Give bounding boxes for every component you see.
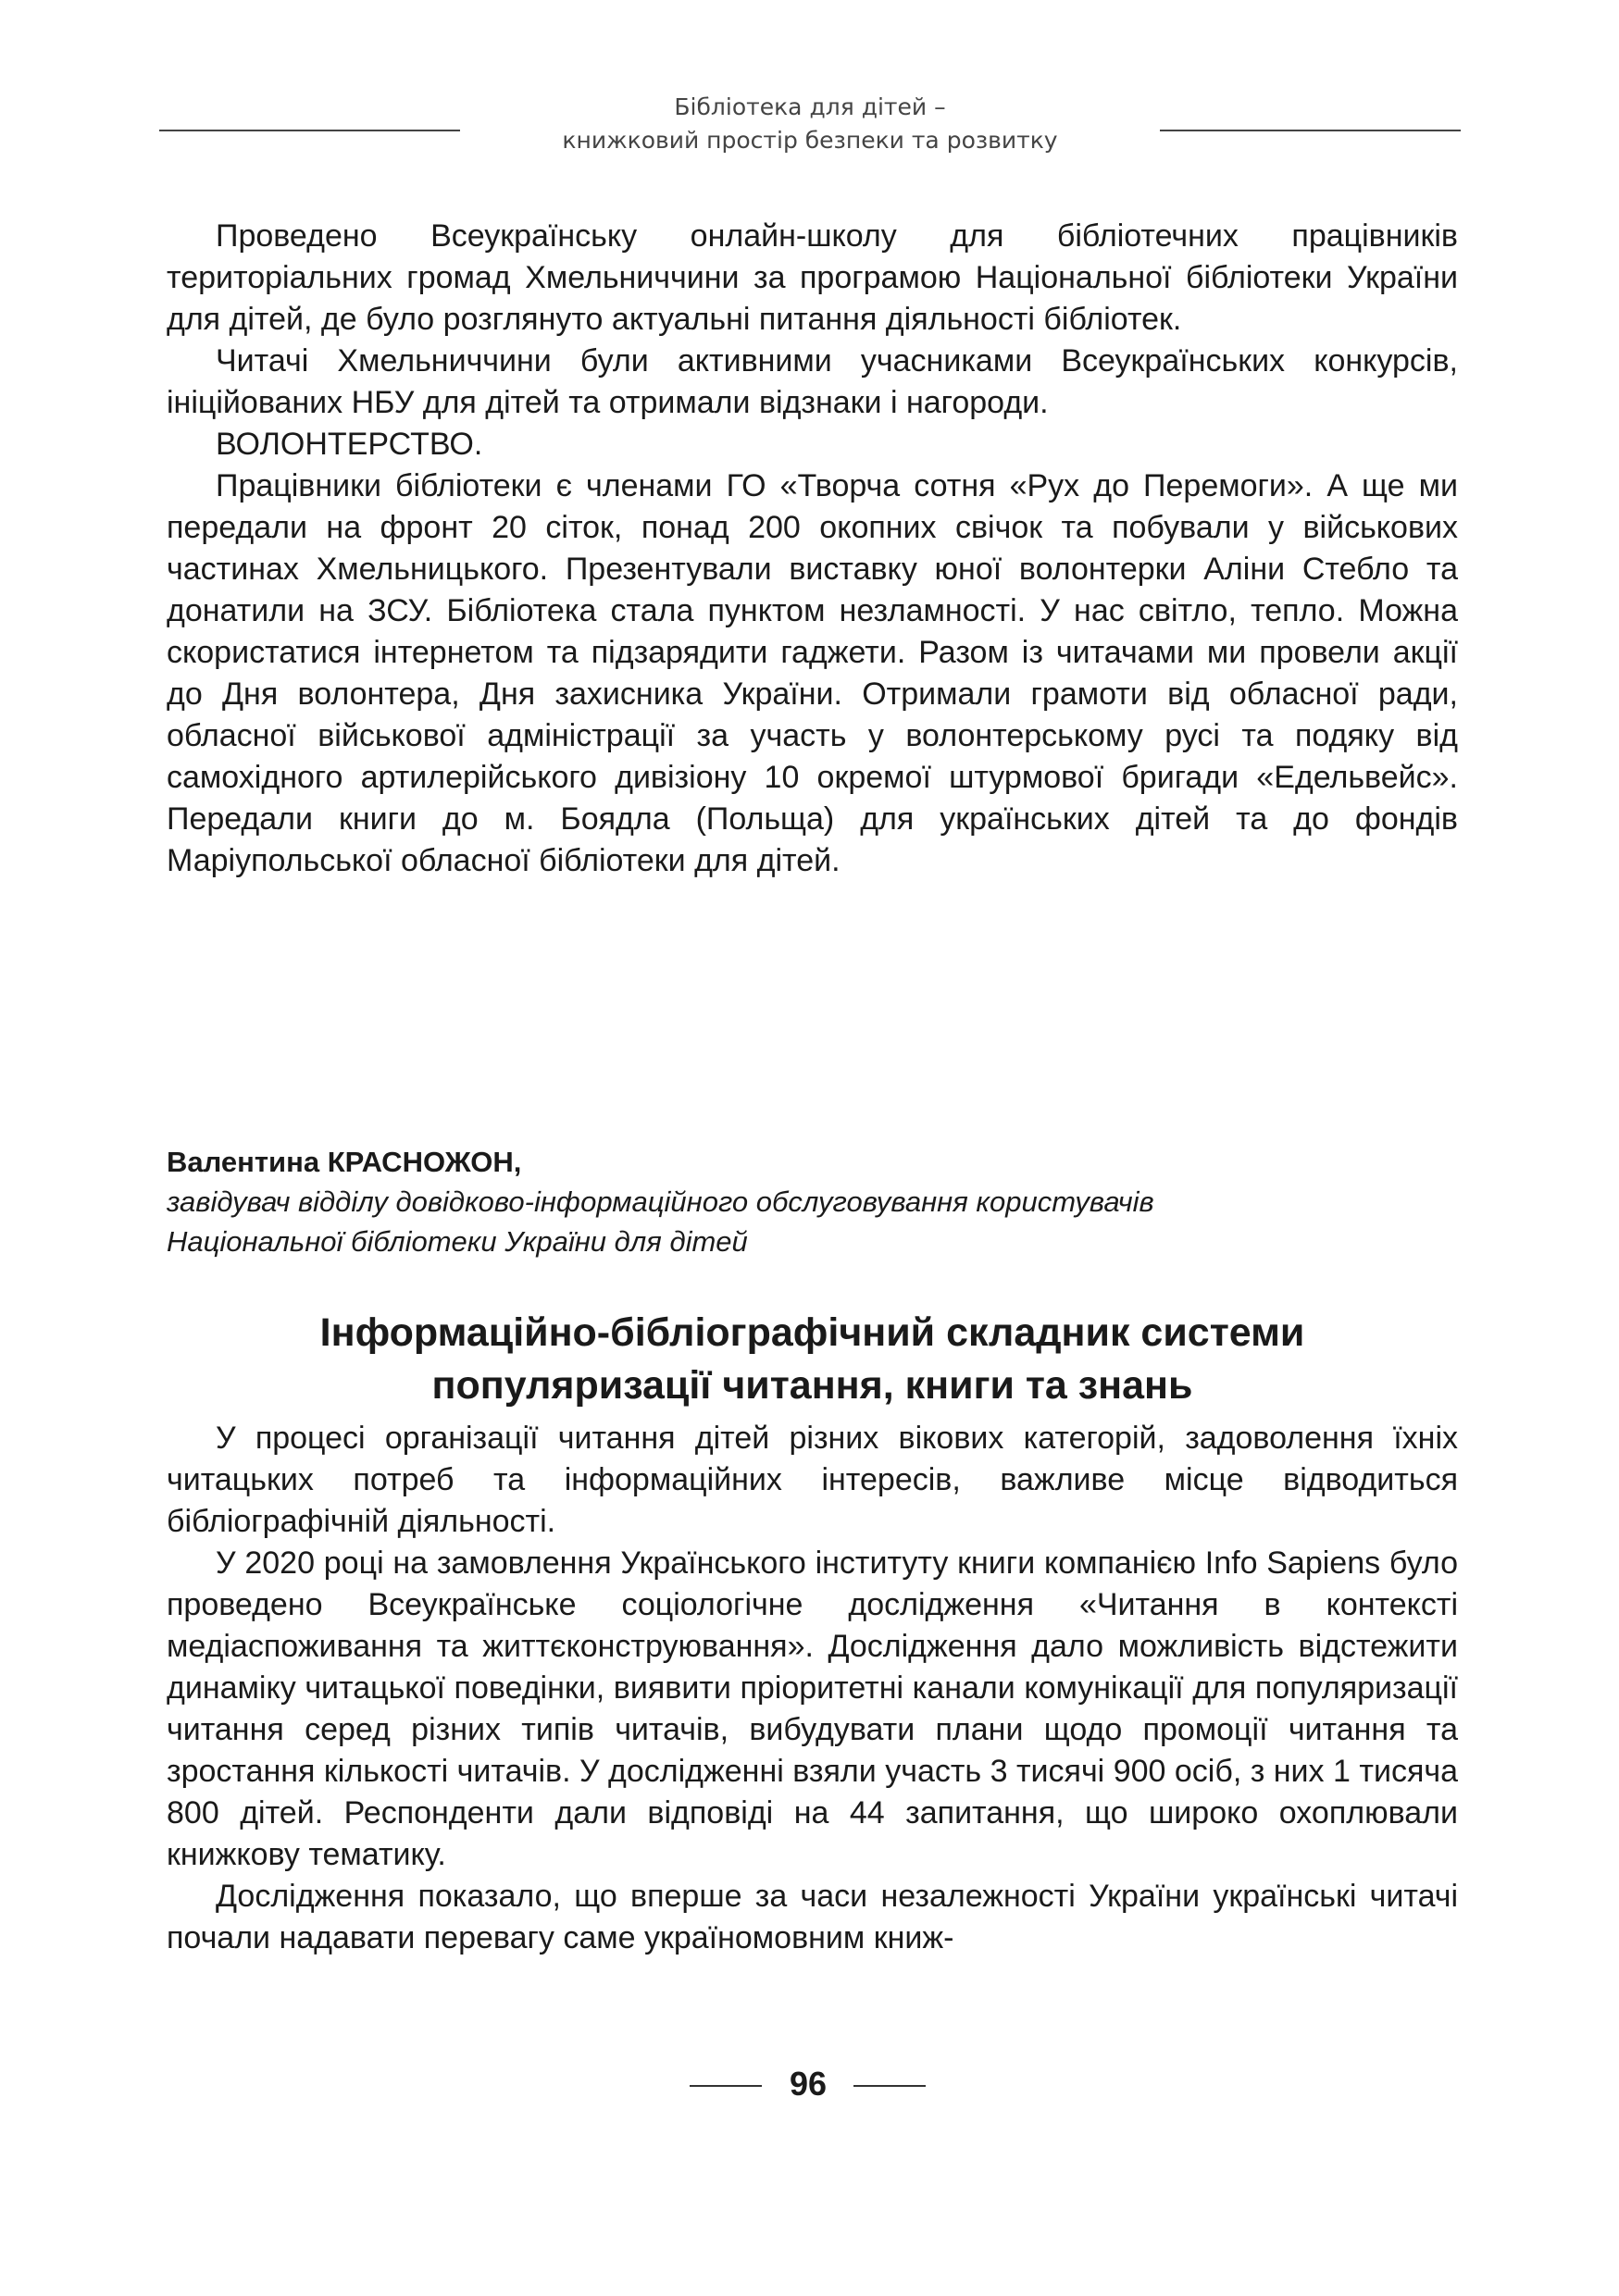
article-title (167, 1307, 1458, 1412)
header-title-line-2: книжковий простір безпеки та розвитку (562, 127, 1058, 154)
page-number: 96 (789, 2065, 828, 2103)
paragraph: У процесі організації читання дітей різних вікових категорій, задоволення їхніх читацьких потреб та інформаційних інтересів, важливе місце відводиться бібліографічній діяльності. (167, 1421, 1458, 1539)
article-title-line-1: Інформаційно-бібліографічний складник системи (319, 1310, 1305, 1355)
paragraph: У 2020 році на замовлення Українського інституту книги компанією Info Sapiens було проведено Всеукраїнське соціологічне дослідження «Читання в контексті медіаспоживання та життєконструювання». Дослідження дало можливість відстежити динаміку читацької поведінки, виявити пріоритетні канали комунікації для популяризації читання серед різних типів читачів, вибудувати плани щодо промоції читання та зростання кількості читачів. У дослідженні взяли участь 3 тисячі 900 осіб, з них 1 тисяча 800 дітей. Респонденти дали відповіді на 44 запитання, що широко охоплювали книжкову тематику. (167, 1545, 1458, 1872)
author-position-line-2: Національної бібліотеки України для дітей (167, 1225, 748, 1258)
paragraph: Читачі Хмельниччини були активними учасниками Всеукраїнських конкурсів, ініційованих НБУ для дітей та отримали відзнаки і нагороди. (167, 343, 1458, 420)
footer-rule-left (690, 2085, 762, 2087)
page-footer (0, 2066, 1619, 2103)
paragraph: Проведено Всеукраїнську онлайн-школу для бібліотечних працівників територіальних громад Хмельниччини за програмою Національної бібліотеки України для дітей, де було розглянуто актуальні питання діяльності бібліотек. (167, 218, 1458, 337)
paragraph: Працівники бібліотеки є членами ГО «Творча сотня «Рух до Перемоги». А ще ми передали на фронт 20 сіток, понад 200 окопних свічок та побували у військових частинах Хмельницького. Презентували виставку юної волонтерки Аліни Стебло та донатили на ЗСУ. Бібліотека стала пунктом незламності. У нас світло, тепло. Можна скористатися інтернетом та підзарядити гаджети. Разом із читачами ми провели акції до Дня волонтера, Дня захисника України. Отримали грамоти від обласної ради, обласної військової адміністрації за участь у волонтерському русі та подяку від самохідного артилерійського дивізіону 10 окремої штурмової бригади «Едельвейс». Передали книги до м. Боядла (Польща) для українських дітей та до фондів Маріупольської обласної бібліотеки для дітей. (167, 468, 1458, 878)
running-header (159, 91, 1461, 165)
article-title-line-2: популяризації читання, книги та знань (431, 1363, 1193, 1408)
header-rule-left (159, 130, 460, 131)
author-name: Валентина КРАСНОЖОН, (167, 1146, 522, 1178)
author-block (167, 1142, 1458, 1261)
header-title-line-1: Бібліотека для дітей – (674, 93, 946, 120)
header-title (474, 91, 1146, 157)
section-volunteering-text (167, 216, 1458, 882)
paragraph: Дослідження показало, що вперше за часи незалежності України українські читачі почали надавати перевагу саме україномовним книж- (167, 1879, 1458, 1955)
header-rule-right (1160, 130, 1461, 131)
section-subheading: ВОЛОНТЕРСТВО. (216, 427, 483, 462)
footer-rule-right (853, 2085, 926, 2087)
article-body (167, 1418, 1458, 1959)
author-position-line-1: завідувач відділу довідково-інформаційного обслуговування користувачів (167, 1185, 1154, 1218)
